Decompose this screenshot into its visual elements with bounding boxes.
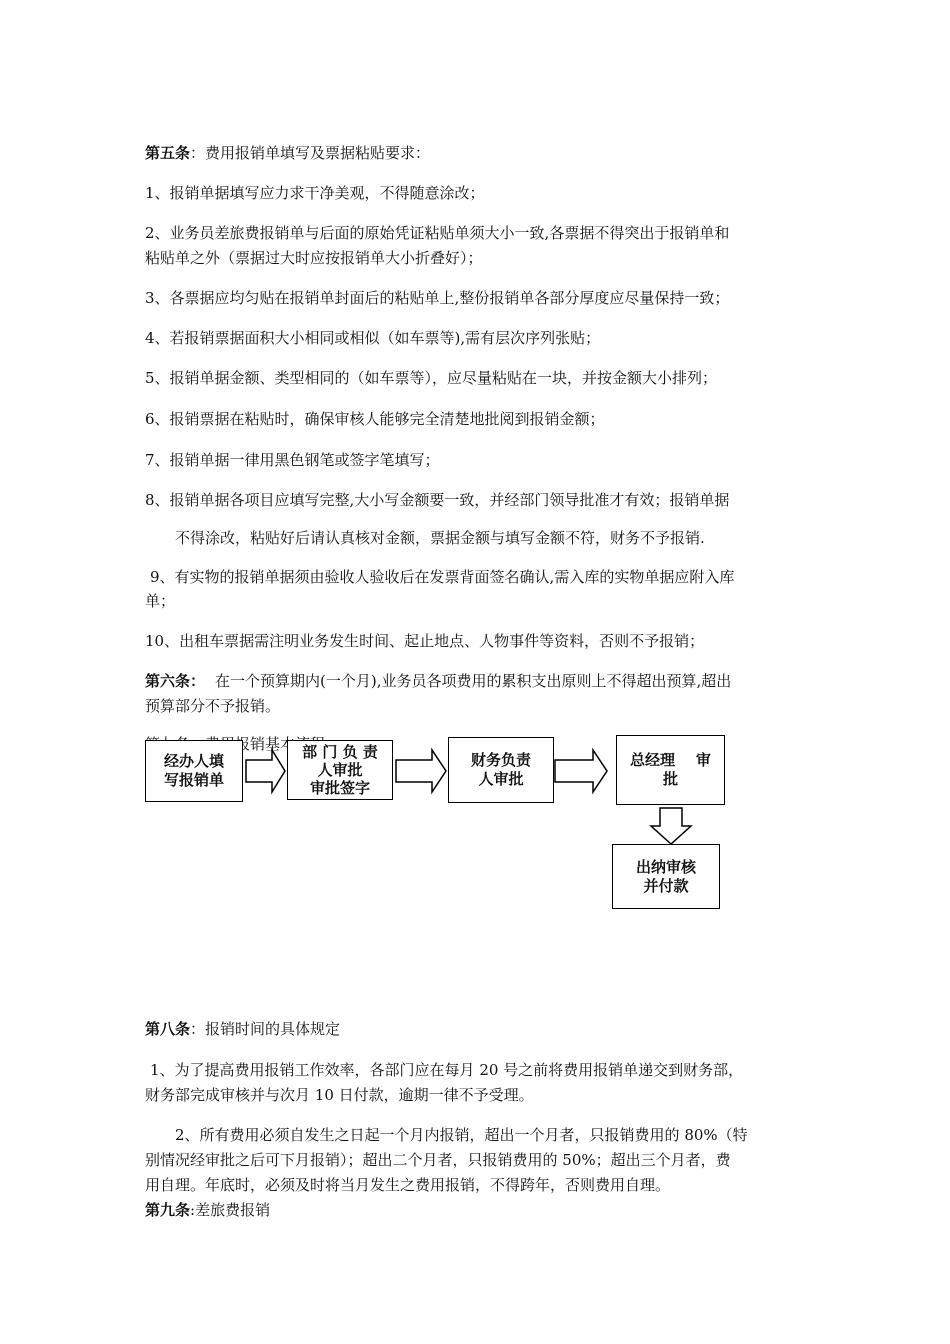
article5-item-9a: 9、有实物的报销单据须由验收人验收后在发票背面签名确认,需入库的实物单据应附入库 xyxy=(150,568,735,586)
article5-item-8a: 8、报销单据各项目应填写完整,大小写金额要一致，并经部门领导批准才有效；报销单据 xyxy=(145,491,730,509)
article5-item-6: 6、报销票据在粘贴时，确保审核人能够完全清楚地批阅到报销金额； xyxy=(145,410,605,428)
article5-item-10: 10、出租车票据需注明业务发生时间、起止地点、人物事件等资料，否则不予报销； xyxy=(145,632,705,650)
arrow-3-to-4 xyxy=(555,750,607,792)
article8-heading: 第八条 xyxy=(145,1020,191,1038)
flow-step-cashier-line1: 出纳审核 xyxy=(635,857,696,876)
article8-p2-line2: 别情况经审批之后可下月报销）；超出二个月者，只报销费用的 50%；超出三个月者，费 xyxy=(145,1151,731,1169)
article8-p1-line2: 财务部完成审核并与次月 10 日付款，逾期一律不予受理。 xyxy=(145,1086,534,1104)
article6-text1: 在一个预算期内(一个月),业务员各项费用的累积支出原则上不得超出预算,超出 xyxy=(215,672,732,690)
flow-step-cashier-line2: 并付款 xyxy=(643,876,689,895)
flow-step-finance-head-line2: 人审批 xyxy=(478,770,524,788)
article8-heading-line xyxy=(145,1017,810,1042)
flow-step-general-manager-line1: 总经理 审 xyxy=(630,751,711,769)
flow-step-general-manager xyxy=(616,735,725,805)
article5-item-4: 4、若报销票据面积大小相同或相似（如车票等),需有层次序列张贴； xyxy=(145,329,601,347)
flow-step-dept-head-line1: 部 门 负 责 xyxy=(302,743,378,761)
article5-heading: 第五条 xyxy=(145,144,191,162)
flow-step-finance-head xyxy=(448,737,554,803)
flow-step-finance-head-line1: 财务负责 xyxy=(470,751,531,769)
article8-p2-line1: 2、所有费用必须自发生之日起一个月内报销，超出一个月者，只报销费用的 80%（特 xyxy=(175,1126,748,1144)
flow-step-general-manager-line2: 批 xyxy=(662,770,678,788)
article8-p2-line3: 用自理。年底时，必须及时将当月发生之费用报销，不得跨年，否则费用自理。 xyxy=(145,1176,671,1194)
arrow-4-to-5 xyxy=(651,808,691,844)
article5-item-2a: 2、业务员差旅费报销单与后面的原始凭证粘贴单须大小一致,各票据不得突出于报销单和 xyxy=(145,224,730,242)
article5-item-2b: 粘贴单之外（票据过大时应按报销单大小折叠好）； xyxy=(145,249,483,267)
article9-heading-line xyxy=(145,1198,810,1223)
article9-heading-text: :差旅费报销 xyxy=(190,1201,271,1219)
article8-heading-text: ：报销时间的具体规定 xyxy=(190,1020,341,1038)
flow-step-dept-head-line2: 人审批 xyxy=(317,761,363,779)
flow-step-cashier xyxy=(612,844,720,909)
article5-item-1: 1、报销单据填写应力求干净美观，不得随意涂改； xyxy=(145,184,485,202)
flow-step-dept-head-line3: 审批签字 xyxy=(309,779,370,797)
article9-heading: 第九条 xyxy=(145,1201,191,1219)
arrow-1-to-2 xyxy=(246,750,285,792)
flow-step-dept-head xyxy=(287,740,393,800)
article5-heading-text: ：费用报销单填写及票据粘贴要求： xyxy=(190,144,431,162)
arrow-2-to-3 xyxy=(396,750,446,792)
article8-p1-line1: 1、为了提高费用报销工作效率，各部门应在每月 20 号之前将费用报销单递交到财务部， xyxy=(150,1061,744,1079)
article6-heading: 第六条： xyxy=(145,672,206,690)
article5-item-7: 7、报销单据一律用黑色钢笔或签字笔填写； xyxy=(145,451,440,469)
article5-item-8b: 不得涂改，粘贴好后请认真核对金额，票据金额与填写金额不符，财务不予报销. xyxy=(175,529,705,547)
flow-step-applicant-line2: 写报销单 xyxy=(163,771,224,789)
flow-step-applicant xyxy=(145,740,243,802)
article5-item-5: 5、报销单据金额、类型相同的（如车票等），应尽量粘贴在一块，并按金额大小排列； xyxy=(145,369,718,387)
article6-line2: 预算部分不予报销。 xyxy=(145,697,281,715)
flow-step-applicant-line1: 经办人填 xyxy=(163,752,224,770)
article5-item-3: 3、各票据应均匀贴在报销单封面后的粘贴单上,整份报销单各部分厚度应尽量保持一致； xyxy=(145,289,730,307)
article5-item-9b: 单； xyxy=(145,592,176,610)
